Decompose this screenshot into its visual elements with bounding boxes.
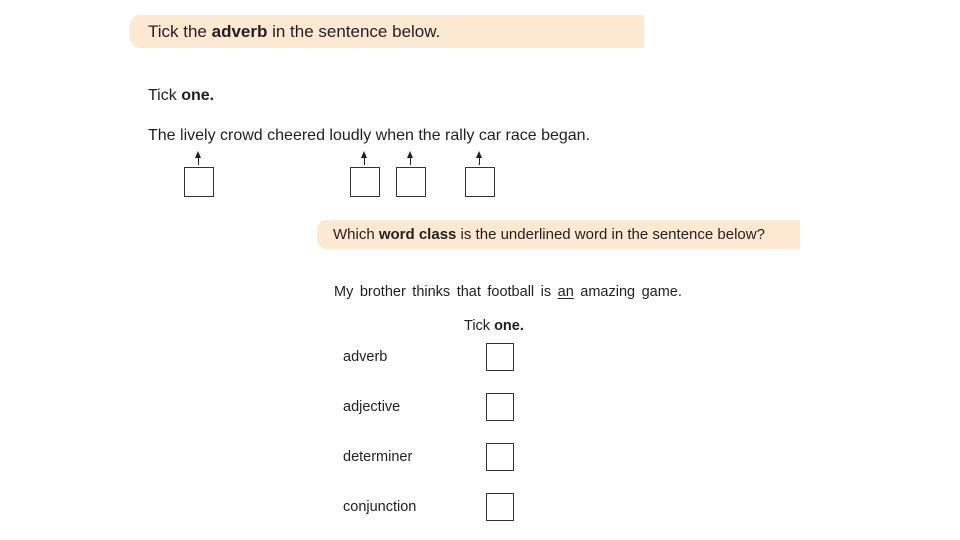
- q1-instruction-banner: [130, 15, 644, 48]
- q1-instruction-post: in the sentence below.: [267, 21, 441, 41]
- q1-tick-box-lively[interactable]: [184, 167, 214, 197]
- q1-tick-instruction: [148, 87, 214, 105]
- q1-tick-box-rally[interactable]: [465, 167, 495, 197]
- arrow-stem: [479, 158, 480, 165]
- option-tick-box-determiner[interactable]: [486, 443, 514, 471]
- option-tick-box-adjective[interactable]: [486, 393, 514, 421]
- q2-instruction-post: is the underlined word in the sentence below?: [456, 226, 765, 243]
- arrow-up-icon: [361, 151, 367, 158]
- sentence-word: brother: [359, 284, 406, 300]
- q1-sentence: The lively crowd cheered loudly when the rally car race began.: [148, 127, 591, 144]
- arrow-up-icon: [195, 151, 201, 158]
- arrow-stem: [198, 158, 199, 165]
- option-label-determiner: determiner: [343, 449, 413, 465]
- sentence-word: that: [456, 284, 481, 300]
- arrow-stem: [410, 158, 411, 165]
- q2-instruction-pre: Which: [333, 226, 379, 243]
- q1-tick-pre: Tick: [148, 87, 182, 104]
- q2-tick-instruction: [464, 318, 524, 334]
- q2-tick-bold: one.: [494, 318, 524, 334]
- q1-instruction-bold: adverb: [211, 21, 268, 41]
- option-label-conjunction: conjunction: [343, 499, 417, 515]
- q2-tick-pre: Tick: [464, 318, 495, 334]
- q2-instruction-banner: [317, 220, 800, 249]
- sentence-word: amazing: [580, 284, 636, 300]
- sentence-word: is: [540, 284, 552, 300]
- arrow-up-icon: [476, 151, 482, 158]
- q1-instruction-pre: Tick the: [148, 21, 212, 41]
- sentence-word-underlined: an: [557, 284, 574, 300]
- arrow-up-icon: [407, 151, 413, 158]
- sentence-word: My: [334, 284, 354, 300]
- sentence-word: game.: [641, 284, 682, 300]
- option-label-adjective: adjective: [343, 399, 401, 415]
- option-tick-box-adverb[interactable]: [486, 343, 514, 371]
- q2-sentence: [334, 284, 688, 300]
- option-tick-box-conjunction[interactable]: [486, 493, 514, 521]
- q1-tick-box-loudly[interactable]: [396, 167, 426, 197]
- q1-tick-box-cheered[interactable]: [350, 167, 380, 197]
- sentence-word: football: [487, 284, 535, 300]
- arrow-stem: [364, 158, 365, 165]
- sentence-word: thinks: [412, 284, 451, 300]
- q2-instruction-bold: word class: [378, 226, 457, 243]
- option-label-adverb: adverb: [343, 349, 388, 365]
- q1-tick-bold: one.: [181, 87, 215, 104]
